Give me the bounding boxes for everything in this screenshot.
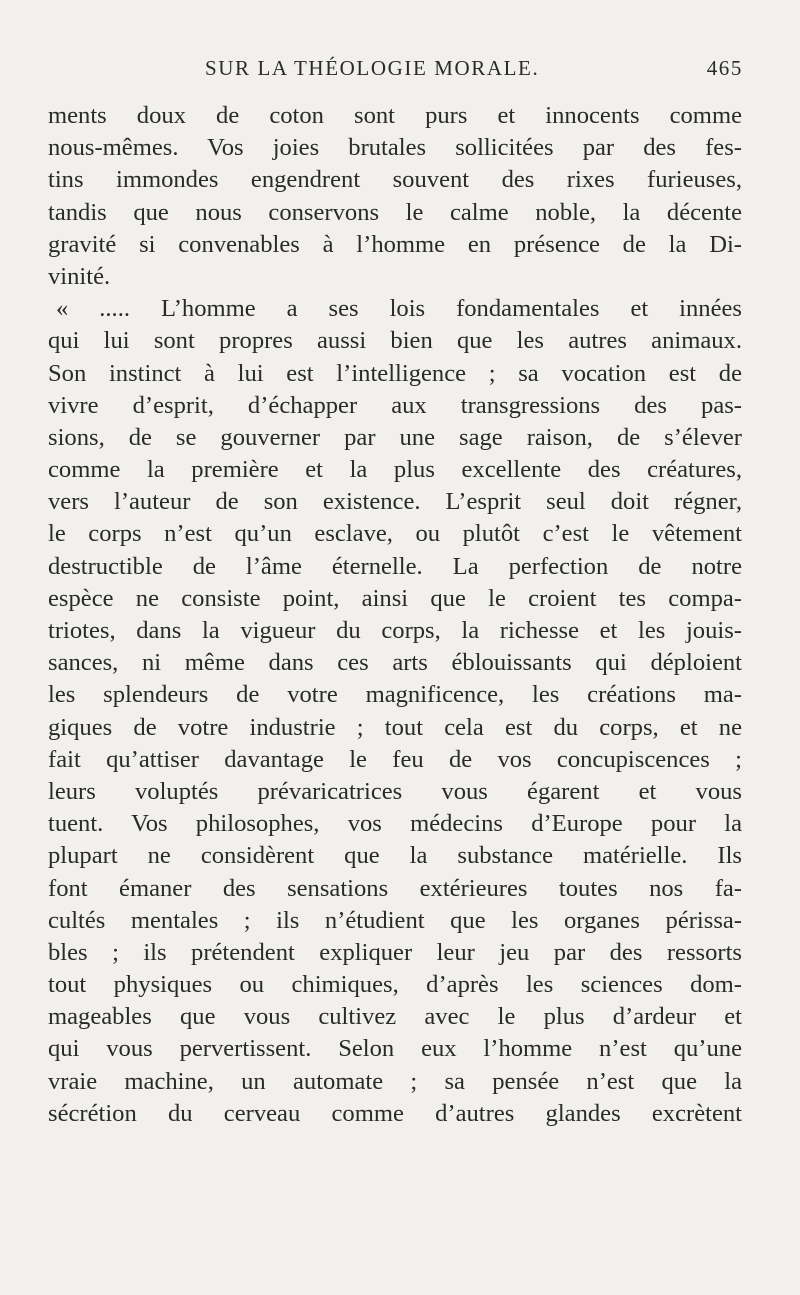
text-line: plupart ne considèrent que la substance matérielle. Ils xyxy=(48,842,742,870)
running-head xyxy=(205,56,745,88)
text-line: ments doux de coton sont purs et innocents comme xyxy=(48,102,742,129)
text-line: tins immondes engendrent souvent des rixes furieuses, xyxy=(48,166,742,194)
text-line: nous-mêmes. Vos joies brutales sollicitées par des fes- xyxy=(48,134,742,162)
text-line: leurs voluptés prévaricatrices vous égarent et vous xyxy=(48,777,742,805)
text-line: Son instinct à lui est l’intelligence ; sa vocation est de xyxy=(48,359,742,387)
text-line: le corps n’est qu’un esclave, ou plutôt c’est le vêtement xyxy=(48,520,742,548)
text-line: espèce ne consiste point, ainsi que le croient tes compa- xyxy=(48,584,742,612)
body-text xyxy=(48,100,742,1130)
text-line: sions, de se gouverner par une sage raison, de s’élever xyxy=(48,423,742,451)
text-line: vinité. xyxy=(48,262,111,290)
text-line: vers l’auteur de son existence. L’esprit seul doit régner, xyxy=(48,488,742,516)
text-line: triotes, dans la vigueur du corps, la richesse et les jouis- xyxy=(48,617,742,644)
text-line: tout physiques ou chimiques, d’après les sciences dom- xyxy=(48,971,742,999)
text-line: qui lui sont propres aussi bien que les autres animaux. xyxy=(48,327,742,355)
text-line: tuent. Vos philosophes, vos médecins d’Europe pour la xyxy=(48,810,742,838)
text-line: sécrétion du cerveau comme d’autres glandes excrètent xyxy=(48,1099,742,1127)
text-line: mageables que vous cultivez avec le plus d’ardeur et xyxy=(48,1003,742,1031)
text-line: gravité si convenables à l’homme en présence de la Di- xyxy=(48,230,742,258)
text-line: font émaner des sensations extérieures toutes nos fa- xyxy=(48,874,742,902)
text-line: vraie machine, un automate ; sa pensée n’est que la xyxy=(48,1067,742,1095)
text-line: qui vous pervertissent. Selon eux l’homme n’est qu’une xyxy=(48,1035,742,1063)
text-line: comme la première et la plus excellente des créatures, xyxy=(48,456,742,484)
text-line: cultés mentales ; ils n’étudient que les organes périssa- xyxy=(48,906,742,934)
page-number: 465 xyxy=(706,56,743,80)
running-title: SUR LA THÉOLOGIE MORALE. xyxy=(205,56,540,80)
text-line: destructible de l’âme éternelle. La perfection de notre xyxy=(48,552,742,580)
text-line: fait qu’attiser davantage le feu de vos concupiscences ; xyxy=(48,745,742,773)
text-line: giques de votre industrie ; tout cela est du corps, et ne xyxy=(48,713,742,741)
text-line: bles ; ils prétendent expliquer leur jeu par des ressorts xyxy=(48,938,742,966)
text-line: « ..... L’homme a ses lois fondamentales et innées xyxy=(56,295,742,323)
text-line: tandis que nous conservons le calme noble, la décente xyxy=(48,198,742,226)
text-line: vivre d’esprit, d’échapper aux transgressions des pas- xyxy=(48,391,742,419)
text-line: sances, ni même dans ces arts éblouissants qui déploient xyxy=(48,649,742,677)
text-line: les splendeurs de votre magnificence, les créations ma- xyxy=(48,681,742,709)
